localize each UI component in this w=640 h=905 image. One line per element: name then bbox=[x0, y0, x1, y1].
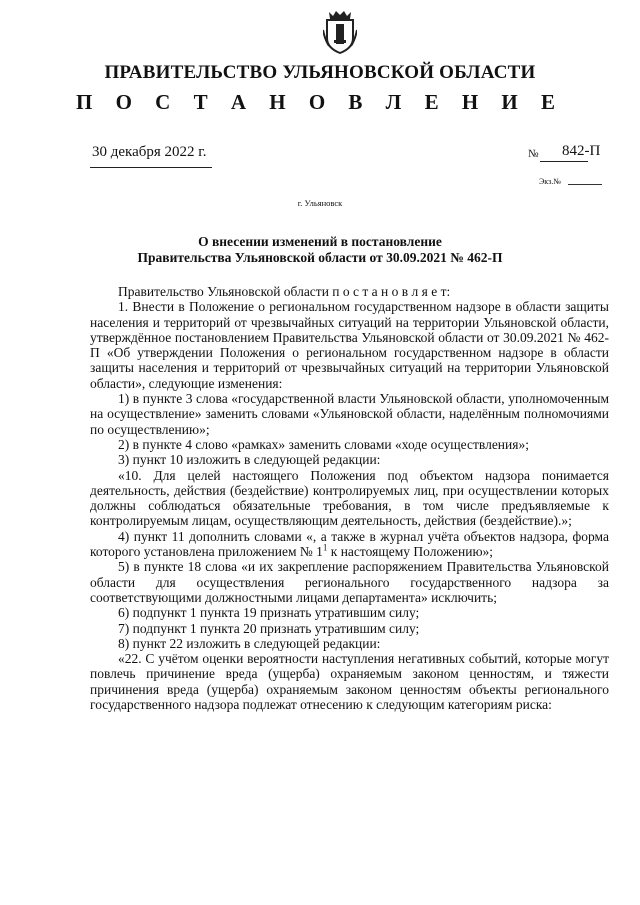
paragraph-quote-22: «22. С учётом оценки вероятности наступления негативных событий, которые могут повлечь причинение вреда (ущерба) охраняемым законом ценностям, и тяжести причинения вреда (ущерба) охраняемым законом ценностям объекты регионального государственного надзора подлежат отнесению к следующим категориям риска: bbox=[90, 651, 609, 713]
paragraph-subitem-4 bbox=[90, 529, 609, 560]
paragraph-subitem-3: 3) пункт 10 изложить в следующей редакции: bbox=[118, 452, 381, 468]
subitem-4-text: 4) пункт 11 дополнить словами «, а также в журнал учёта объектов надзора, форма которого установлена приложением № 1 bbox=[90, 528, 609, 560]
paragraph-quote-10: «10. Для целей настоящего Положения под объектом надзора понимается деятельность, действия (бездействие) контролируемых лиц, при осуществлении которых должны соблюдаться обязательные требования, в том числе предъявляемые к контролируемым лицам, осуществляющим деятельность, действия (бездействие).»; bbox=[90, 467, 609, 529]
superscript: 1 bbox=[322, 542, 328, 553]
city-label: г. Ульяновск bbox=[297, 198, 343, 208]
paragraph-preamble: Правительство Ульяновской области п о с т а н о в л я е т: bbox=[118, 284, 451, 299]
document-type: П О С Т А Н О В Л Е Н И Е bbox=[75, 90, 564, 114]
date-underline bbox=[90, 167, 212, 168]
paragraph-subitem-2: 2) в пункте 4 слово «рамках» заменить словами «ходе осуществления»; bbox=[118, 436, 529, 452]
decree-date: 30 декабря 2022 г. bbox=[92, 144, 207, 160]
document-body bbox=[90, 284, 609, 712]
paragraph-item-1: 1. Внести в Положение о региональном государственном надзоре в области защиты населения и территорий от чрезвычайных ситуаций на территории Ульяновской области, утверждённое постановлением Правительства Ульяновской области от 30.09.2021 № 462-П «Об утверждении Положения о региональном государственном надзоре в области защиты населения и территорий от чрезвычайных ситуаций на территории Ульяновской области», следующие изменения: bbox=[90, 299, 609, 391]
copy-number-line bbox=[568, 184, 602, 185]
paragraph-subitem-6: 6) подпункт 1 пункта 19 признать утратившим силу; bbox=[118, 605, 420, 621]
paragraph-subitem-5: 5) в пункте 18 слова «и их закрепление распоряжением Правительства Ульяновской области для осуществления регионального государственного надзора за соответствующими должностными лицами департамента» исключить; bbox=[90, 559, 609, 605]
decree-number: 842-П bbox=[562, 143, 601, 159]
copy-number-label: Экз.№ bbox=[539, 177, 561, 186]
paragraph-subitem-8: 8) пункт 22 изложить в следующей редакции: bbox=[118, 635, 381, 651]
heading-line-1: О внесении изменений в постановление bbox=[198, 234, 442, 249]
number-underline bbox=[540, 161, 588, 162]
document-heading bbox=[80, 234, 560, 266]
paragraph-subitem-7: 7) подпункт 1 пункта 20 признать утратившим силу; bbox=[118, 620, 420, 636]
coat-of-arms-emblem bbox=[323, 10, 357, 54]
government-name: ПРАВИТЕЛЬСТВО УЛЬЯНОВСКОЙ ОБЛАСТИ bbox=[104, 62, 536, 83]
paragraph-subitem-1: 1) в пункте 3 слова «государственной власти Ульяновской области, уполномоченным на осуществление» заменить словами «Ульяновской области, наделённым полномочиями по осуществлению»; bbox=[90, 391, 609, 437]
subitem-4-tail: к настоящему Положению»; bbox=[327, 544, 494, 560]
ulyanovsk-coat-of-arms-icon bbox=[323, 10, 357, 54]
number-sign: № bbox=[528, 148, 539, 160]
heading-line-2: Правительства Ульяновской области от 30.09.2021 № 462-П bbox=[137, 250, 503, 265]
